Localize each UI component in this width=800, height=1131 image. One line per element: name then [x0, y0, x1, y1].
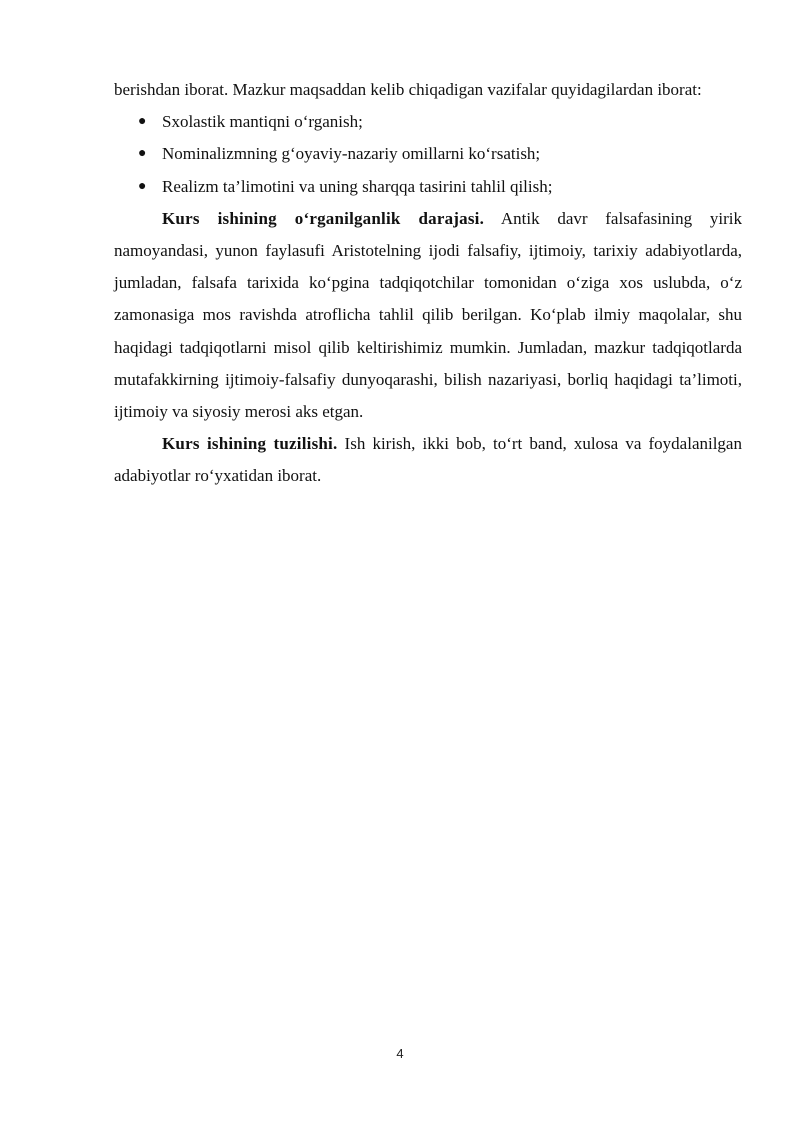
structure-heading: Kurs ishining tuzilishi. — [162, 434, 338, 454]
list-item-text: Realizm ta’limotini va uning sharqqa tasirini tahlil qilish; — [162, 176, 553, 196]
task-list — [114, 106, 742, 203]
bullet-icon: ● — [138, 178, 147, 194]
bullet-icon: ● — [138, 146, 147, 162]
study-level-paragraph — [114, 203, 742, 428]
intro-paragraph: berishdan iborat. Mazkur maqsaddan kelib chiqadigan vazifalar quyidagilardan iborat: — [114, 80, 702, 99]
document-body — [114, 74, 742, 493]
list-item — [114, 138, 742, 170]
list-item-text: Nominalizmning g‘oyaviy-nazariy omillarni ko‘rsatish; — [162, 144, 541, 164]
study-level-text: Antik davr falsafasining yirik namoyandasi, yunon faylasufi Aristotelning ijodi falsafiy, ijtimoiy, tarixiy adabiyotlarda, jumladan, falsafa tarixida ko‘pgina tadqiqotchilar tomonidan o‘ziga xos uslubda, o‘z zamonasiga mos ravishda atroflicha tahlil qilib berilgan. Ko‘plab ilmiy maqolalar, shu haqidagi tadqiqotlarni misol qilib keltirishimiz mumkin. Jumladan, mazkur tadqiqotlarda mutafakkirning ijtimoiy-falsafiy dunyoqarashi, bilish nazariyasi, borliq haqidagi ta’limoti, ijtimoiy va siyosiy merosi aks etgan. — [114, 208, 742, 422]
structure-text: Ish kirish, ikki bob, to‘rt band, xulosa va foydalanilgan adabiyotlar ro‘yxatidan iborat. — [114, 434, 742, 486]
list-item — [114, 106, 742, 138]
structure-paragraph — [114, 428, 742, 492]
study-level-heading: Kurs ishining o‘rganilganlik darajasi. — [162, 208, 485, 228]
page-number: 4 — [396, 1046, 404, 1061]
list-item-text: Sxolastik mantiqni o‘rganish; — [162, 112, 363, 132]
list-item — [114, 171, 742, 203]
bullet-icon: ● — [138, 114, 147, 130]
